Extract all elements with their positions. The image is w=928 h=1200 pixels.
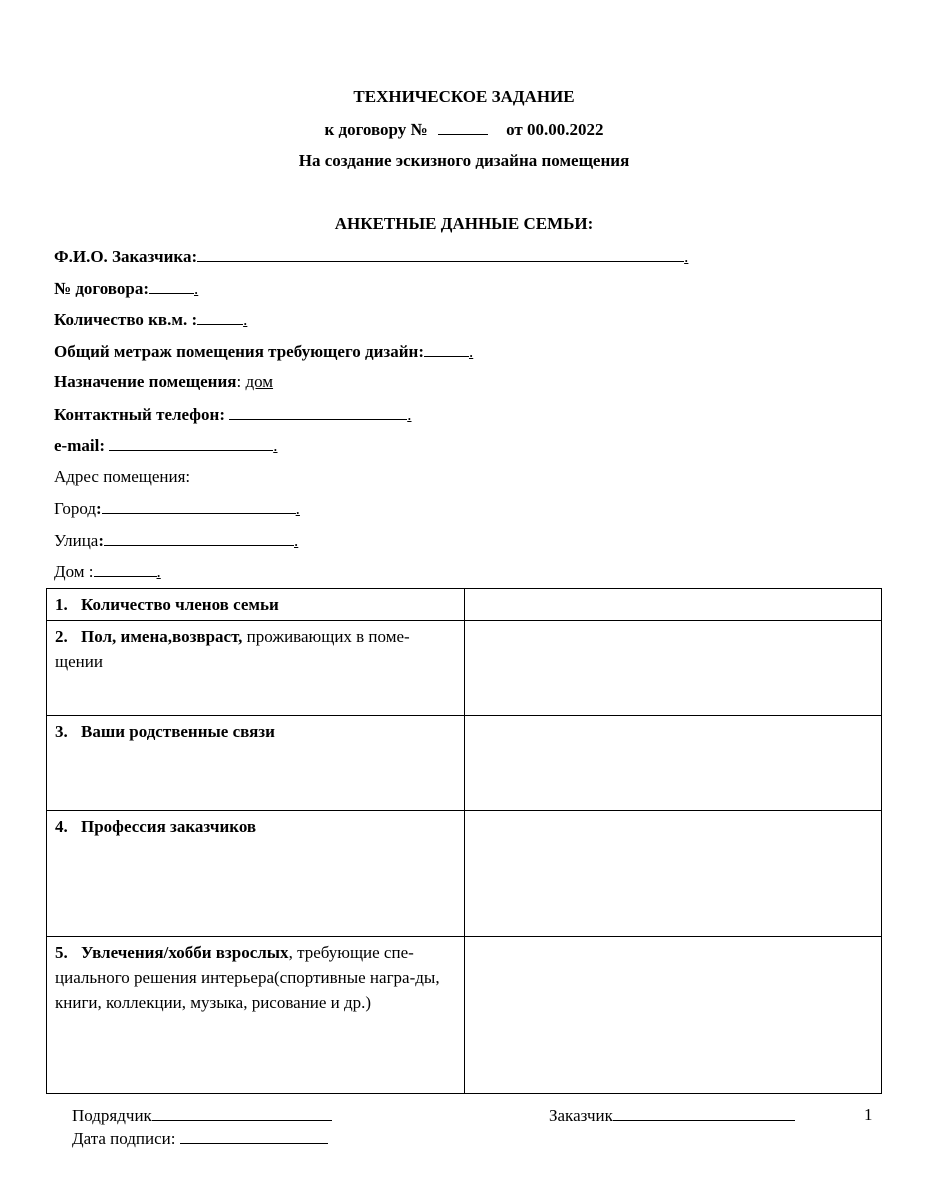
question-text: проживающих в поме-щении bbox=[55, 627, 410, 671]
table-row bbox=[47, 621, 882, 716]
question-text-bold: Увлечения/хобби взрослых bbox=[81, 943, 289, 962]
city-field[interactable] bbox=[102, 497, 296, 514]
purpose-label: Назначение помещения bbox=[54, 372, 237, 391]
answer-cell[interactable] bbox=[465, 716, 882, 811]
contractor-label: Подрядчик bbox=[72, 1106, 152, 1125]
email-label: e-mail: bbox=[54, 436, 105, 455]
client-name-field[interactable] bbox=[197, 245, 684, 262]
field-end-dot: . bbox=[684, 247, 689, 266]
question-text-bold: Профессия заказчиков bbox=[81, 817, 257, 836]
street-label: Улица bbox=[54, 531, 99, 550]
client-name-row bbox=[54, 245, 688, 268]
sq-m-row bbox=[54, 308, 247, 331]
field-end-dot: . bbox=[273, 436, 278, 455]
total-area-label: Общий метраж помещения требующего дизайн: bbox=[54, 342, 424, 361]
sign-date-row bbox=[72, 1127, 328, 1150]
contract-date: от 00.00.2022 bbox=[506, 120, 604, 139]
document-subtitle: На создание эскизного дизайна помещения bbox=[298, 151, 630, 170]
answer-cell[interactable] bbox=[465, 589, 882, 621]
phone-field[interactable] bbox=[229, 403, 407, 420]
contractor-signature-row bbox=[72, 1104, 332, 1127]
question-number: 5. bbox=[55, 943, 68, 962]
answer-cell[interactable] bbox=[465, 811, 882, 937]
sign-date-field[interactable] bbox=[180, 1127, 328, 1144]
document-title: ТЕХНИЧЕСКОЕ ЗАДАНИЕ bbox=[353, 87, 575, 106]
question-number: 4. bbox=[55, 817, 68, 836]
question-text-bold: Количество членов семьи bbox=[81, 595, 279, 614]
page-number: 1 bbox=[864, 1105, 873, 1124]
contract-prefix: к договору № bbox=[324, 120, 428, 139]
house-row bbox=[54, 560, 161, 583]
phone-label: Контактный телефон: bbox=[54, 405, 225, 424]
sign-date-label: Дата подписи: bbox=[72, 1129, 176, 1148]
contractor-signature-field[interactable] bbox=[152, 1104, 332, 1121]
field-end-dot: . bbox=[194, 279, 199, 298]
email-field[interactable] bbox=[109, 434, 273, 451]
sq-m-label: Количество кв.м. : bbox=[54, 310, 198, 329]
client-signature-field[interactable] bbox=[613, 1104, 795, 1121]
question-number: 3. bbox=[55, 722, 68, 741]
street-colon: : bbox=[98, 531, 105, 550]
answer-cell[interactable] bbox=[465, 937, 882, 1094]
field-end-dot: . bbox=[243, 310, 248, 329]
purpose-colon: : bbox=[236, 372, 242, 391]
city-colon: : bbox=[96, 499, 102, 518]
question-text: , требующие спе-циального решения интерьера(спортивные награ-ды, книги, коллекции, музыка, рисование и др.) bbox=[55, 943, 440, 1012]
client-signature-row bbox=[549, 1104, 795, 1127]
answer-cell[interactable] bbox=[465, 621, 882, 716]
phone-row bbox=[54, 403, 412, 426]
house-label: Дом : bbox=[54, 562, 94, 581]
client-name-label: Ф.И.О. Заказчика: bbox=[54, 247, 198, 266]
field-end-dot: . bbox=[156, 562, 161, 581]
family-section-title: АНКЕТНЫЕ ДАННЫЕ СЕМЬИ: bbox=[334, 214, 594, 233]
field-end-dot: . bbox=[468, 342, 474, 361]
question-number: 2. bbox=[55, 627, 68, 646]
city-label: Город bbox=[54, 499, 96, 518]
contract-reference bbox=[0, 118, 928, 141]
question-cell bbox=[47, 937, 465, 1094]
question-number: 1. bbox=[55, 595, 68, 614]
client-label: Заказчик bbox=[549, 1106, 613, 1125]
table-row bbox=[47, 716, 882, 811]
purpose-row bbox=[54, 371, 273, 393]
email-row bbox=[54, 434, 277, 457]
contract-number-row bbox=[54, 277, 198, 300]
question-cell bbox=[47, 811, 465, 937]
field-end-dot: . bbox=[294, 531, 299, 550]
city-row bbox=[54, 497, 300, 520]
contract-number-label: № договора: bbox=[54, 279, 149, 298]
field-end-dot: . bbox=[295, 499, 300, 518]
question-text-bold: Пол, имена,возвраст, bbox=[81, 627, 243, 646]
question-cell bbox=[47, 589, 465, 621]
address-label: Адрес помещения: bbox=[54, 467, 191, 486]
question-text-bold: Ваши родственные связи bbox=[81, 722, 275, 741]
contract-number-field[interactable] bbox=[149, 277, 194, 294]
contract-number-blank[interactable] bbox=[438, 118, 488, 135]
street-row bbox=[54, 529, 298, 552]
street-field[interactable] bbox=[104, 529, 294, 546]
family-questionnaire-table bbox=[46, 588, 882, 1094]
total-area-row bbox=[54, 340, 473, 363]
table-row bbox=[47, 811, 882, 937]
question-cell bbox=[47, 621, 465, 716]
sq-m-field[interactable] bbox=[197, 308, 243, 325]
table-row bbox=[47, 937, 882, 1094]
house-field[interactable] bbox=[94, 560, 157, 577]
total-area-field[interactable] bbox=[424, 340, 469, 357]
table-row bbox=[47, 589, 882, 621]
field-end-dot: . bbox=[407, 405, 412, 424]
purpose-value[interactable]: дом bbox=[245, 372, 274, 391]
question-cell bbox=[47, 716, 465, 811]
